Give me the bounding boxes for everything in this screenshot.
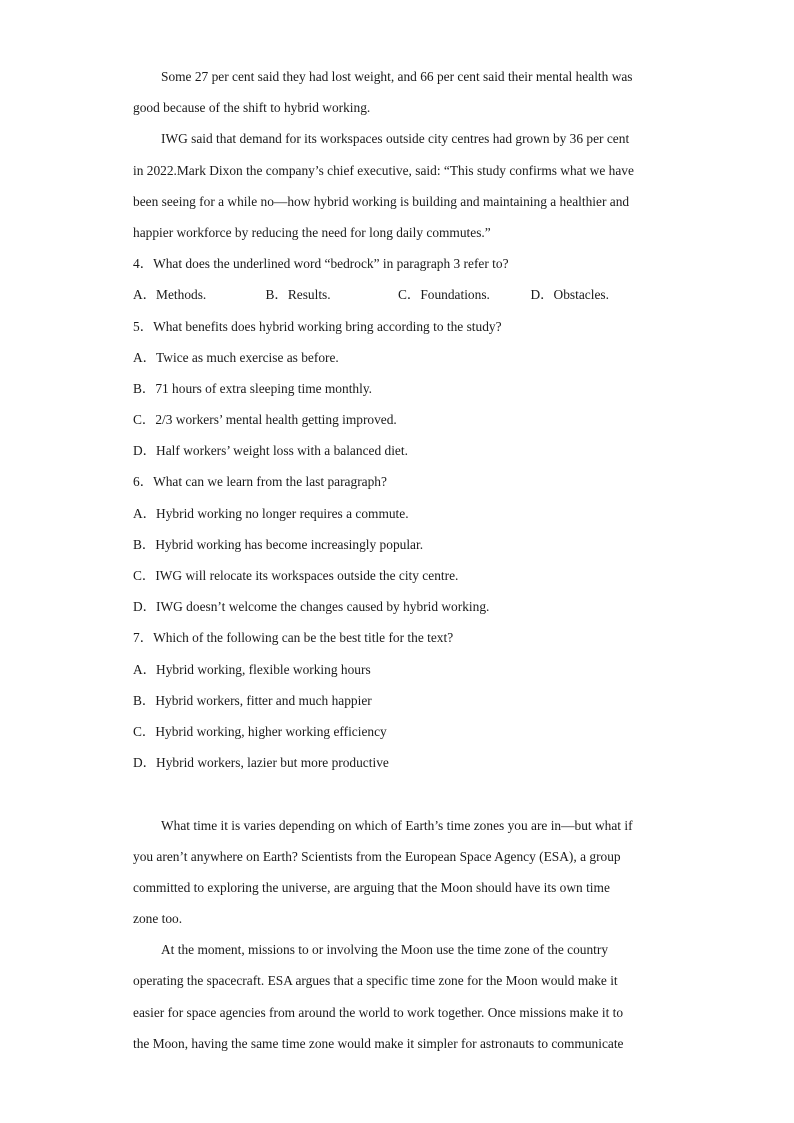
passage-2-line: the Moon, having the same time zone would make it simpler for astronauts to communicate xyxy=(133,1035,624,1051)
passage-2 xyxy=(133,810,663,1060)
passage-1-line: in 2022.Mark Dixon the company’s chief executive, said: “This study confirms what we have xyxy=(133,162,634,178)
option-c[interactable]: C．2/3 workers’ mental health getting improved. xyxy=(133,412,397,428)
option-b[interactable]: B．Hybrid workers, fitter and much happier xyxy=(133,692,372,708)
question-7 xyxy=(133,622,663,778)
passage-1 xyxy=(133,61,663,248)
option-d[interactable]: D．Obstacles. xyxy=(530,287,609,303)
option-b[interactable]: B．Results. xyxy=(265,287,331,303)
passage-2-line: easier for space agencies from around the world to work together. Once missions make it to xyxy=(133,1004,624,1020)
option-a[interactable]: A．Hybrid working, flexible working hours xyxy=(133,661,371,677)
section-gap xyxy=(133,778,663,809)
passage-1-line: been seeing for a while no—how hybrid working is building and maintaining a healthier and xyxy=(133,193,630,209)
option-d[interactable]: D．IWG doesn’t welcome the changes caused by hybrid working. xyxy=(133,599,490,615)
passage-1-line: happier workforce by reducing the need for long daily commutes.” xyxy=(133,224,491,240)
passage-1-line: good because of the shift to hybrid working. xyxy=(133,100,371,116)
option-a[interactable]: A．Twice as much exercise as before. xyxy=(133,349,339,365)
option-a[interactable]: A．Methods. xyxy=(133,287,207,303)
question-6 xyxy=(133,466,663,622)
passage-2-line: What time it is varies depending on which of Earth’s time zones you are in—but what if xyxy=(161,817,633,833)
passage-1-line: Some 27 per cent said they had lost weight, and 66 per cent said their mental health was xyxy=(161,69,633,84)
question-stem: 5．What benefits does hybrid working bring according to the study? xyxy=(133,318,502,334)
question-stem: 4．What does the underlined word “bedrock” in paragraph 3 refer to? xyxy=(133,256,509,272)
option-c[interactable]: C．Foundations. xyxy=(398,287,490,303)
option-b[interactable]: B．71 hours of extra sleeping time monthly. xyxy=(133,380,373,396)
passage-2-line: committed to exploring the universe, are arguing that the Moon should have its own time xyxy=(133,879,610,895)
passage-2-line: operating the spacecraft. ESA argues that a specific time zone for the Moon would make it xyxy=(133,973,618,989)
option-c[interactable]: C．IWG will relocate its workspaces outside the city centre. xyxy=(133,568,459,583)
question-stem: 6．What can we learn from the last paragraph? xyxy=(133,474,387,490)
document-page xyxy=(133,61,663,1059)
option-b[interactable]: B．Hybrid working has become increasingly popular. xyxy=(133,536,424,552)
passage-1-line: IWG said that demand for its workspaces outside city centres had grown by 36 per cent xyxy=(161,131,630,147)
question-4 xyxy=(133,248,663,310)
option-c[interactable]: C．Hybrid working, higher working efficiency xyxy=(133,723,387,739)
options-row xyxy=(133,279,663,310)
option-d[interactable]: D．Half workers’ weight loss with a balanced diet. xyxy=(133,443,408,459)
passage-2-line: zone too. xyxy=(133,911,183,927)
passage-2-line: you aren’t anywhere on Earth? Scientists from the European Space Agency (ESA), a group xyxy=(133,848,621,864)
question-5 xyxy=(133,311,663,467)
passage-2-line: At the moment, missions to or involving the Moon use the time zone of the country xyxy=(161,942,609,958)
option-a[interactable]: A．Hybrid working no longer requires a commute. xyxy=(133,505,409,521)
question-stem: 7．Which of the following can be the best title for the text? xyxy=(133,630,454,646)
option-d[interactable]: D．Hybrid workers, lazier but more productive xyxy=(133,755,389,771)
